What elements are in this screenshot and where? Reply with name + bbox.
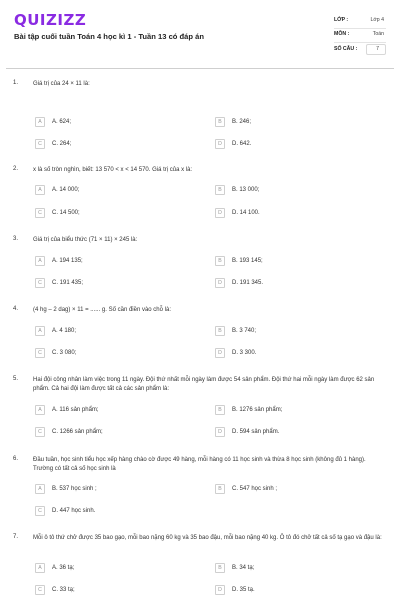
question-text: (4 hg – 2 dag) × 11 = ...... g. Số cần điền vào chỗ là: — [33, 307, 171, 313]
option-text: D. 14 100. — [232, 209, 260, 216]
option-a[interactable] — [35, 405, 185, 417]
meta-subject — [334, 29, 386, 43]
option-text: A. 14 000; — [52, 186, 80, 193]
option-letter-box: B — [215, 405, 225, 415]
question-number: 1. — [13, 80, 19, 86]
option-text: A. 36 tạ; — [52, 564, 75, 571]
option-d[interactable] — [215, 585, 365, 597]
option-d[interactable] — [215, 208, 365, 220]
option-text: D. 594 sản phẩm. — [232, 428, 280, 435]
option-c[interactable] — [35, 348, 185, 360]
option-b[interactable] — [215, 326, 365, 338]
question-text: Đầu tuần, học sinh tiểu học xếp hàng chào cờ được 49 hàng, mỗi hàng có 11 học sinh và thừa 8 học sinh (không đủ 1 hàng). Trường có tất cả số học sinh là — [33, 457, 366, 472]
option-text: D. 191 345. — [232, 279, 264, 286]
option-a[interactable] — [35, 563, 185, 575]
option-b[interactable] — [215, 405, 365, 417]
option-letter-box: C — [35, 585, 45, 595]
option-b[interactable] — [215, 256, 365, 268]
option-letter-box: B — [215, 185, 225, 195]
option-text: C. 33 tạ; — [52, 586, 75, 593]
option-letter-box: A — [35, 185, 45, 195]
question-number: 3. — [13, 236, 19, 242]
option-text: D. 35 tạ. — [232, 586, 255, 593]
option-text: C. 14 500; — [52, 209, 80, 216]
option-letter-box: A — [35, 326, 45, 336]
question-text: x là số tròn nghìn, biết: 13 570 < x < 14 570. Giá trị của x là: — [33, 167, 193, 173]
question-number: 7. — [13, 534, 19, 540]
question-text: Hai đội công nhân làm việc trong 11 ngày. Đội thứ nhất mỗi ngày làm được 54 sản phẩm. Đội thứ hai mỗi ngày làm được 62 sản phẩm. Cả hai đội làm được tất cả các sản phẩm là: — [33, 377, 375, 392]
question-text: Mỗi ô tô thứ chở được 35 bao gạo, mỗi bao nặng 60 kg và 35 bao đậu, mỗi bao nặng 40 kg. Ô tô đó chở tất cả số tạ gạo và đậu là: — [33, 535, 382, 541]
meta-subject-label: MÔN : — [334, 31, 350, 37]
meta-question-count — [334, 44, 386, 58]
option-letter-box: D — [215, 278, 225, 288]
option-letter-box: C — [35, 348, 45, 358]
option-c[interactable] — [35, 585, 185, 597]
option-letter-box: D — [215, 139, 225, 149]
option-text: C. 3 080; — [52, 349, 77, 356]
option-text: A. 116 sản phẩm; — [52, 406, 99, 413]
option-letter-box: B — [215, 326, 225, 336]
question-number: 4. — [13, 306, 19, 312]
meta-divider — [334, 42, 386, 43]
option-c[interactable] — [35, 139, 185, 151]
option-b[interactable] — [215, 117, 365, 129]
option-letter-box: B — [215, 484, 225, 494]
question-number: 6. — [13, 456, 19, 462]
option-letter-box: C — [35, 139, 45, 149]
option-letter-box: C — [35, 278, 45, 288]
option-b[interactable] — [215, 563, 365, 575]
option-a[interactable] — [35, 185, 185, 197]
option-letter-box: C — [35, 427, 45, 437]
option-letter-box: C — [35, 208, 45, 218]
option-text: A. 624; — [52, 118, 72, 125]
quizizz-logo: QUIZIZZ — [14, 11, 87, 29]
option-d[interactable] — [215, 348, 365, 360]
option-text: A. 4 180; — [52, 327, 77, 334]
option-b[interactable] — [215, 185, 365, 197]
worksheet-title: Bài tập cuối tuần Toán 4 học kì 1 - Tuần 13 có đáp án — [14, 32, 205, 41]
option-text: D. 642. — [232, 140, 252, 147]
question-text: Giá trị của 24 × 11 là: — [33, 81, 90, 87]
option-letter-box: D — [215, 348, 225, 358]
option-c[interactable] — [35, 208, 185, 220]
option-b[interactable] — [215, 484, 365, 496]
meta-count-label: SỐ CÂU : — [334, 46, 358, 52]
option-a[interactable] — [35, 484, 185, 496]
option-text: B. 34 tạ; — [232, 564, 255, 571]
option-d[interactable] — [215, 278, 365, 290]
option-text: C. 191 435; — [52, 279, 84, 286]
option-letter-box: D — [215, 208, 225, 218]
option-text: D. 447 học sinh. — [52, 507, 96, 514]
question-text: Giá trị của biểu thức (71 × 11) × 245 là: — [33, 237, 138, 243]
meta-subject-value: Toán — [372, 31, 384, 37]
option-text: B. 13 000; — [232, 186, 260, 193]
option-text: A. 194 135; — [52, 257, 83, 264]
option-text: B. 3 740; — [232, 327, 257, 334]
option-text: B. 537 học sinh ; — [52, 485, 97, 492]
question-number: 5. — [13, 376, 19, 382]
option-letter-box: D — [215, 427, 225, 437]
option-c[interactable] — [35, 506, 185, 518]
option-letter-box: A — [35, 484, 45, 494]
option-letter-box: C — [35, 506, 45, 516]
option-a[interactable] — [35, 326, 185, 338]
option-a[interactable] — [35, 256, 185, 268]
option-text: B. 246; — [232, 118, 252, 125]
option-d[interactable] — [215, 427, 365, 439]
option-c[interactable] — [35, 278, 185, 290]
option-text: B. 1276 sản phẩm; — [232, 406, 283, 413]
option-text: C. 547 học sinh ; — [232, 485, 278, 492]
meta-count-value: 7 — [376, 46, 379, 52]
option-d[interactable] — [215, 139, 365, 151]
option-letter-box: A — [35, 256, 45, 266]
page-header — [0, 0, 400, 68]
meta-grade-label: LỚP : — [334, 17, 349, 23]
option-text: C. 264; — [52, 140, 72, 147]
meta-grade — [334, 15, 386, 29]
option-a[interactable] — [35, 117, 185, 129]
option-text: D. 3 300. — [232, 349, 257, 356]
question-number: 2. — [13, 166, 19, 172]
option-letter-box: D — [215, 585, 225, 595]
option-letter-box: A — [35, 563, 45, 573]
header-divider — [6, 68, 394, 69]
meta-grade-value: Lớp 4 — [370, 17, 384, 23]
option-letter-box: B — [215, 563, 225, 573]
option-letter-box: A — [35, 117, 45, 127]
option-letter-box: A — [35, 405, 45, 415]
option-letter-box: B — [215, 256, 225, 266]
option-c[interactable] — [35, 427, 185, 439]
option-letter-box: B — [215, 117, 225, 127]
option-text: C. 1266 sản phẩm; — [52, 428, 103, 435]
option-text: B. 193 145; — [232, 257, 263, 264]
